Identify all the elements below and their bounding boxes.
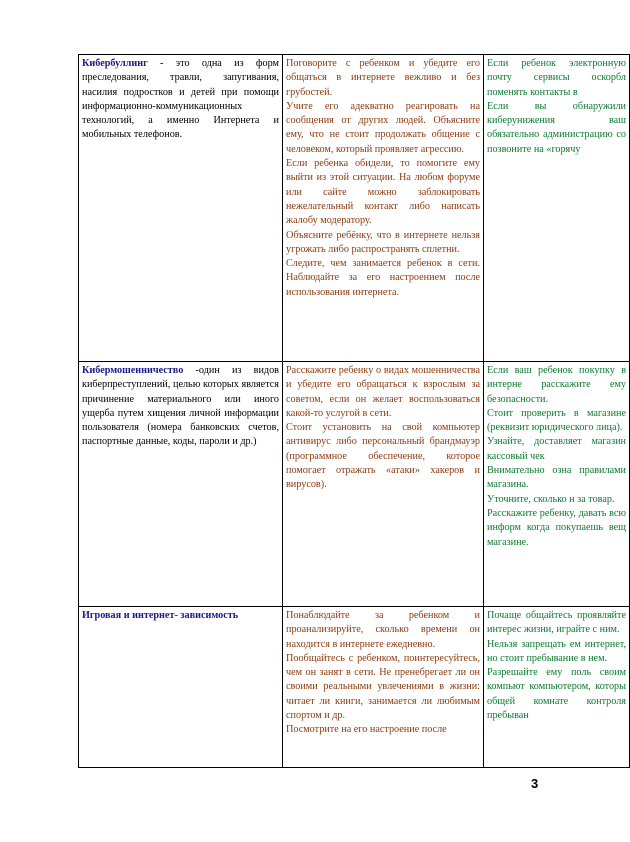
definition-cell bbox=[79, 55, 283, 362]
action-paragraph: Внимательно озна правилами магазина. bbox=[487, 465, 626, 491]
definition-cell bbox=[79, 607, 283, 768]
action-paragraph: Нельзя запрещать ем интернет, но стоит пребывание в нем. bbox=[487, 638, 626, 664]
table-row bbox=[79, 55, 630, 362]
action-cell bbox=[484, 607, 630, 768]
action-paragraph: Стоит проверить в магазине (реквизит юридического лица). bbox=[487, 407, 626, 434]
advice-paragraph: Если ребенка обидели, то помогите ему выйти из этой ситуации. На любом форуме или сайте можно заблокировать нежелательный контакт либо написать жалобу модератору. bbox=[286, 158, 480, 227]
action-paragraph: Если ребенок электронную почту сервисы оскорбл поменять контакты в bbox=[487, 58, 626, 98]
advice-paragraph: Понаблюдайте за ребенком и проанализируйте, сколько времени он находится в интернете ежедневно. bbox=[286, 610, 480, 650]
term-label: Кибербуллинг bbox=[82, 58, 148, 69]
action-cell bbox=[484, 55, 630, 362]
definition-text: -один из видов киберпреступлений, целью которых является причинение материального или иного ущерба путем хищения личной информации пользователя (номера банковских счетов, паспортные данные, коды, пароли и др.) bbox=[82, 365, 279, 448]
advice-cell bbox=[283, 362, 484, 607]
safety-table bbox=[78, 54, 630, 768]
table-row bbox=[79, 607, 630, 768]
advice-cell bbox=[283, 55, 484, 362]
term-label: Кибермошенничество bbox=[82, 365, 184, 376]
advice-paragraph: Следите, чем занимается ребенок в сети. Наблюдайте за его настроением после использования интернета. bbox=[286, 258, 480, 298]
advice-paragraph: Пообщайтесь с ребенком, поинтересуйтесь, чем он занят в сети. Не пренебрегает ли он своими реальными увлечениями в жизни: читает ли книги, занимается ли любимым спортом и др. bbox=[286, 652, 480, 722]
action-paragraph: Уточните, сколько н за товар. bbox=[487, 493, 615, 505]
action-paragraph: Разрешайте ему поль своим компьют компьютером, которы общей комнате контроля пребыван bbox=[487, 667, 626, 722]
definition-text: - это одна из форм преследования, травли, запугивания, насилия подростков и детей при помощи информационно-коммуникационных технологий, а именно Интернета и мобильных телефонов. bbox=[82, 58, 279, 141]
action-paragraph: Если ваш ребенок покупку в интерне расскажите ему безопасности. bbox=[487, 365, 626, 405]
advice-paragraph: Посмотрите на его настроение после bbox=[286, 724, 447, 736]
advice-paragraph: Поговорите с ребенком и убедите его общаться в интернете вежливо и без грубостей. bbox=[286, 58, 480, 98]
action-paragraph: Расскажите ребенку, давать всю информ когда покупаешь вещ магазине. bbox=[487, 507, 626, 548]
advice-paragraph: Стоит установить на свой компьютер антивирус либо персональный брандмауэр (программное обеспечение, которое помогает отражать «атаки» хакеров и вирусов). bbox=[286, 422, 480, 491]
action-paragraph: Если вы обнаружили киберунижения ваш обязательно администрацию со позвоните на «горячу bbox=[487, 100, 626, 155]
term-label: Игровая и интернет- зависимость bbox=[82, 610, 239, 621]
advice-paragraph: Объясните ребёнку, что в интернете нельзя угрожать либо распространять сплетни. bbox=[286, 229, 480, 255]
action-cell bbox=[484, 362, 630, 607]
action-paragraph: Почаще общайтесь проявляйте интерес жизни, играйте с ним. bbox=[487, 610, 626, 636]
advice-paragraph: Расскажите ребенку о видах мошенничества и убедите его обращаться к взрослым за советом, если он желает воспользоваться какой-то услугой в сети. bbox=[286, 365, 480, 419]
page-number: 3 bbox=[531, 776, 539, 791]
advice-paragraph: Учите его адекватно реагировать на сообщения от других людей. Объясните ему, что не стоит продолжать общение с человеком, который проявляет агрессию. bbox=[286, 100, 480, 155]
advice-cell bbox=[283, 607, 484, 768]
definition-cell bbox=[79, 362, 283, 607]
action-paragraph: Узнайте, доставляет магазин кассовый чек bbox=[487, 436, 626, 462]
table-row bbox=[79, 362, 630, 607]
